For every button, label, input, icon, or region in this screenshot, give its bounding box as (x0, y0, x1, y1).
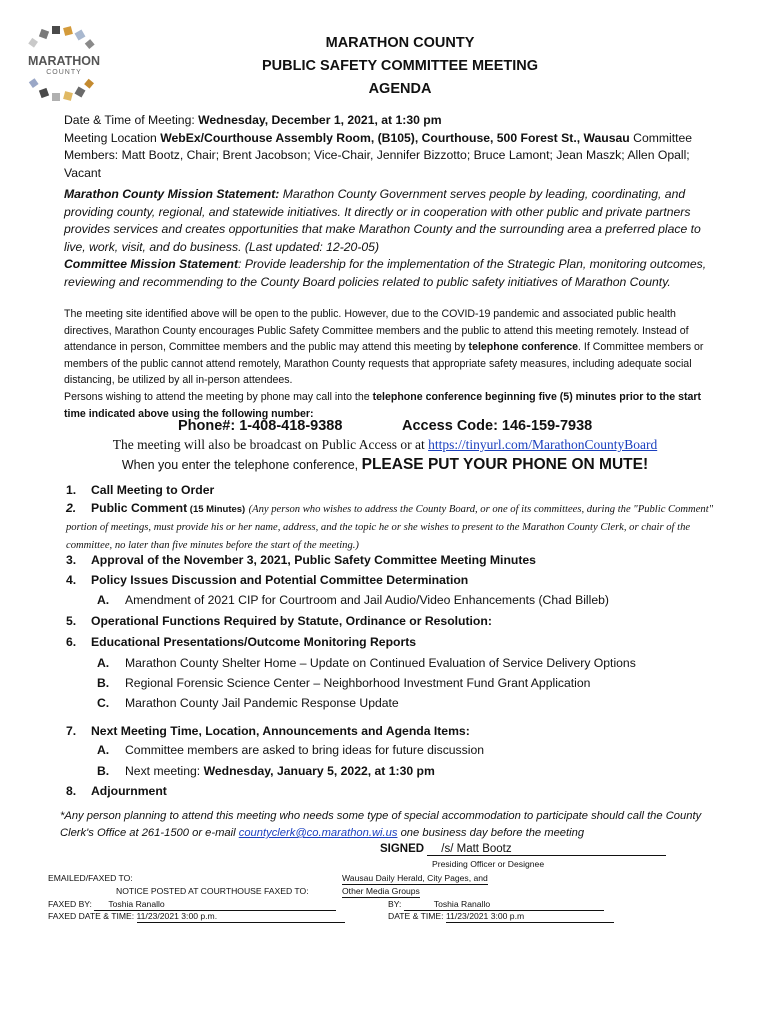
access-code: Access Code: 146-159-7938 (402, 418, 593, 434)
agenda-item-7: 7. Next Meeting Time, Location, Announcements and Agenda Items: (66, 724, 470, 738)
faxed-date-time: FAXED DATE & TIME: 11/23/2021 3:00 p.m. (48, 910, 345, 923)
phone-number: Phone#: 1-408-418-9388 (178, 418, 343, 434)
posted-date-time: DATE & TIME: 11/23/2021 3:00 p.m (388, 910, 614, 923)
meeting-details (64, 112, 714, 182)
agenda-item-3: 3. Approval of the November 3, 2021, Public Safety Committee Meeting Minutes (66, 553, 536, 567)
agenda-item-6: 6. Educational Presentations/Outcome Monitoring Reports (66, 635, 417, 649)
signature-value: /s/ Matt Bootz (427, 843, 666, 856)
posted-by: BY: Toshia Ranallo (388, 898, 604, 911)
agenda-item-5: 5. Operational Functions Required by Statute, Ordinance or Resolution: (66, 614, 492, 628)
faxed-by: FAXED BY: Toshia Ranallo (48, 898, 336, 911)
emailed-faxed-label: EMAILED/FAXED TO: (48, 873, 133, 883)
header-county: MARATHON COUNTY (325, 35, 475, 51)
notice-paragraph-2: Persons wishing to attend the meeting by phone may call into the telephone conference beginning five (5) minutes prior to the start time indicated above using the following number: (64, 390, 702, 420)
agenda-item-1: 1. Call Meeting to Order (66, 483, 215, 497)
committee-mission: Committee Mission Statement: Provide leadership for the implementation of the Strategic Plan, monitoring outcomes, reviewing and recommending to the County Board policies related to public safety initiatives of Marathon County. (64, 257, 707, 289)
agenda-item-7b: B. Next meeting: Wednesday, January 5, 2022, at 1:30 pm (97, 764, 435, 778)
county-mission: Marathon County Mission Statement: Marathon County Government serves people by leading, coordinating, and providing county, regional, and statewide initiatives. It directly or in cooperation with other public and private partners provides services and creates opportunities that make Marathon County and the surrounding area a preferred place to live, work, visit, and do business. (Last updated: 12-20-05) (64, 187, 701, 254)
broadcast-link[interactable]: https://tinyurl.com/MarathonCountyBoard (428, 437, 658, 452)
broadcast-info: The meeting will also be broadcast on Public Access or at https://tinyurl.com/MarathonCountyBoard (112, 437, 658, 452)
agenda-item-6b: B. Regional Forensic Science Center – Neighborhood Investment Fund Grant Application (97, 676, 591, 690)
logo-text: MARATHON COUNTY (28, 54, 100, 76)
agenda-item-6a: A. Marathon County Shelter Home – Update on Continued Evaluation of Service Delivery Options (97, 656, 636, 670)
agenda-item-2: 2. Public Comment (15 Minutes) (Any person who wishes to address the County Board, or one of its committees, during the "Public Comment" portion of meetings, must provide his or her name, address, and the topic he or she wishes to present to the Marathon County Clerk, or chair of the committee, no later than five minutes before the start of the meeting.) (66, 501, 714, 551)
notice-paragraph-1: The meeting site identified above will be open to the public. However, due to the COVID-19 pandemic and associated public health directives, Marathon County encourages Public Safety Committee members and the public to attend this meeting remotely. Instead of attendance in person, Committee members and the public may attend this meeting by telephone conference. If Committee members or members of the public cannot attend remotely, Marathon County requests that appropriate safety measures, including adequate social distancing, be utilized by all in-person attendees. (64, 308, 704, 387)
agenda-item-4a: A. Amendment of 2021 CIP for Courtroom and Jail Audio/Video Enhancements (Chad Billeb) (97, 593, 609, 607)
mission-statements (64, 186, 714, 291)
agenda-item-6c: C. Marathon County Jail Pandemic Response Update (97, 696, 399, 710)
public-comment-note: (Any person who wishes to address the County Board, or one of its committees, during the "Public Comment" portion of meetings, must provide his or her name, address, and the topic he or she wishes to present to the Marathon County Clerk, or chair of the committee, no later than five minutes before the start of the meeting.) (66, 504, 714, 551)
notice-posted-label: NOTICE POSTED AT COURTHOUSE FAXED TO: (116, 886, 309, 896)
meeting-datetime: Date & Time of Meeting: Wednesday, December 1, 2021, at 1:30 pm (64, 113, 442, 127)
page-title (180, 32, 620, 101)
media-list-1: Wausau Daily Herald, City Pages, and (342, 873, 488, 883)
mute-notice: When you enter the telephone conference, PLEASE PUT YOUR PHONE ON MUTE! (121, 456, 649, 473)
accommodation-note: *Any person planning to attend this meeting who needs some type of special accommodation to participate should call the County Clerk's Office at 261-1500 or e-mail countyclerk@co.marathon.wi.us one business day before the meeting (60, 810, 702, 839)
marathon-county-logo (22, 26, 106, 102)
media-list-2: Other Media Groups (342, 886, 420, 896)
covid-notice (64, 306, 714, 422)
signature-line: SIGNED /s/ Matt Bootz (380, 843, 666, 856)
agenda-item-4: 4. Policy Issues Discussion and Potential Committee Determination (66, 573, 469, 587)
agenda-item-7a: A. Committee members are asked to bring ideas for future discussion (97, 743, 485, 757)
meeting-location: Meeting Location WebEx/Courthouse Assembly Room, (B105), Courthouse, 500 Forest St., Wausau Committee Members: Matt Bootz, Chair; Brent Jacobson; Vice-Chair, Jennifer Bizzotto; Bruce Lamont; Jean Maszk; Allen Opall; Vacant (64, 130, 693, 180)
presiding-officer: Presiding Officer or Designee (432, 859, 545, 869)
header-agenda: AGENDA (368, 81, 432, 97)
clerk-email-link[interactable]: countyclerk@co.marathon.wi.us (238, 827, 398, 839)
header-committee: PUBLIC SAFETY COMMITTEE MEETING (261, 58, 539, 74)
agenda-item-8: 8. Adjournment (66, 784, 167, 798)
